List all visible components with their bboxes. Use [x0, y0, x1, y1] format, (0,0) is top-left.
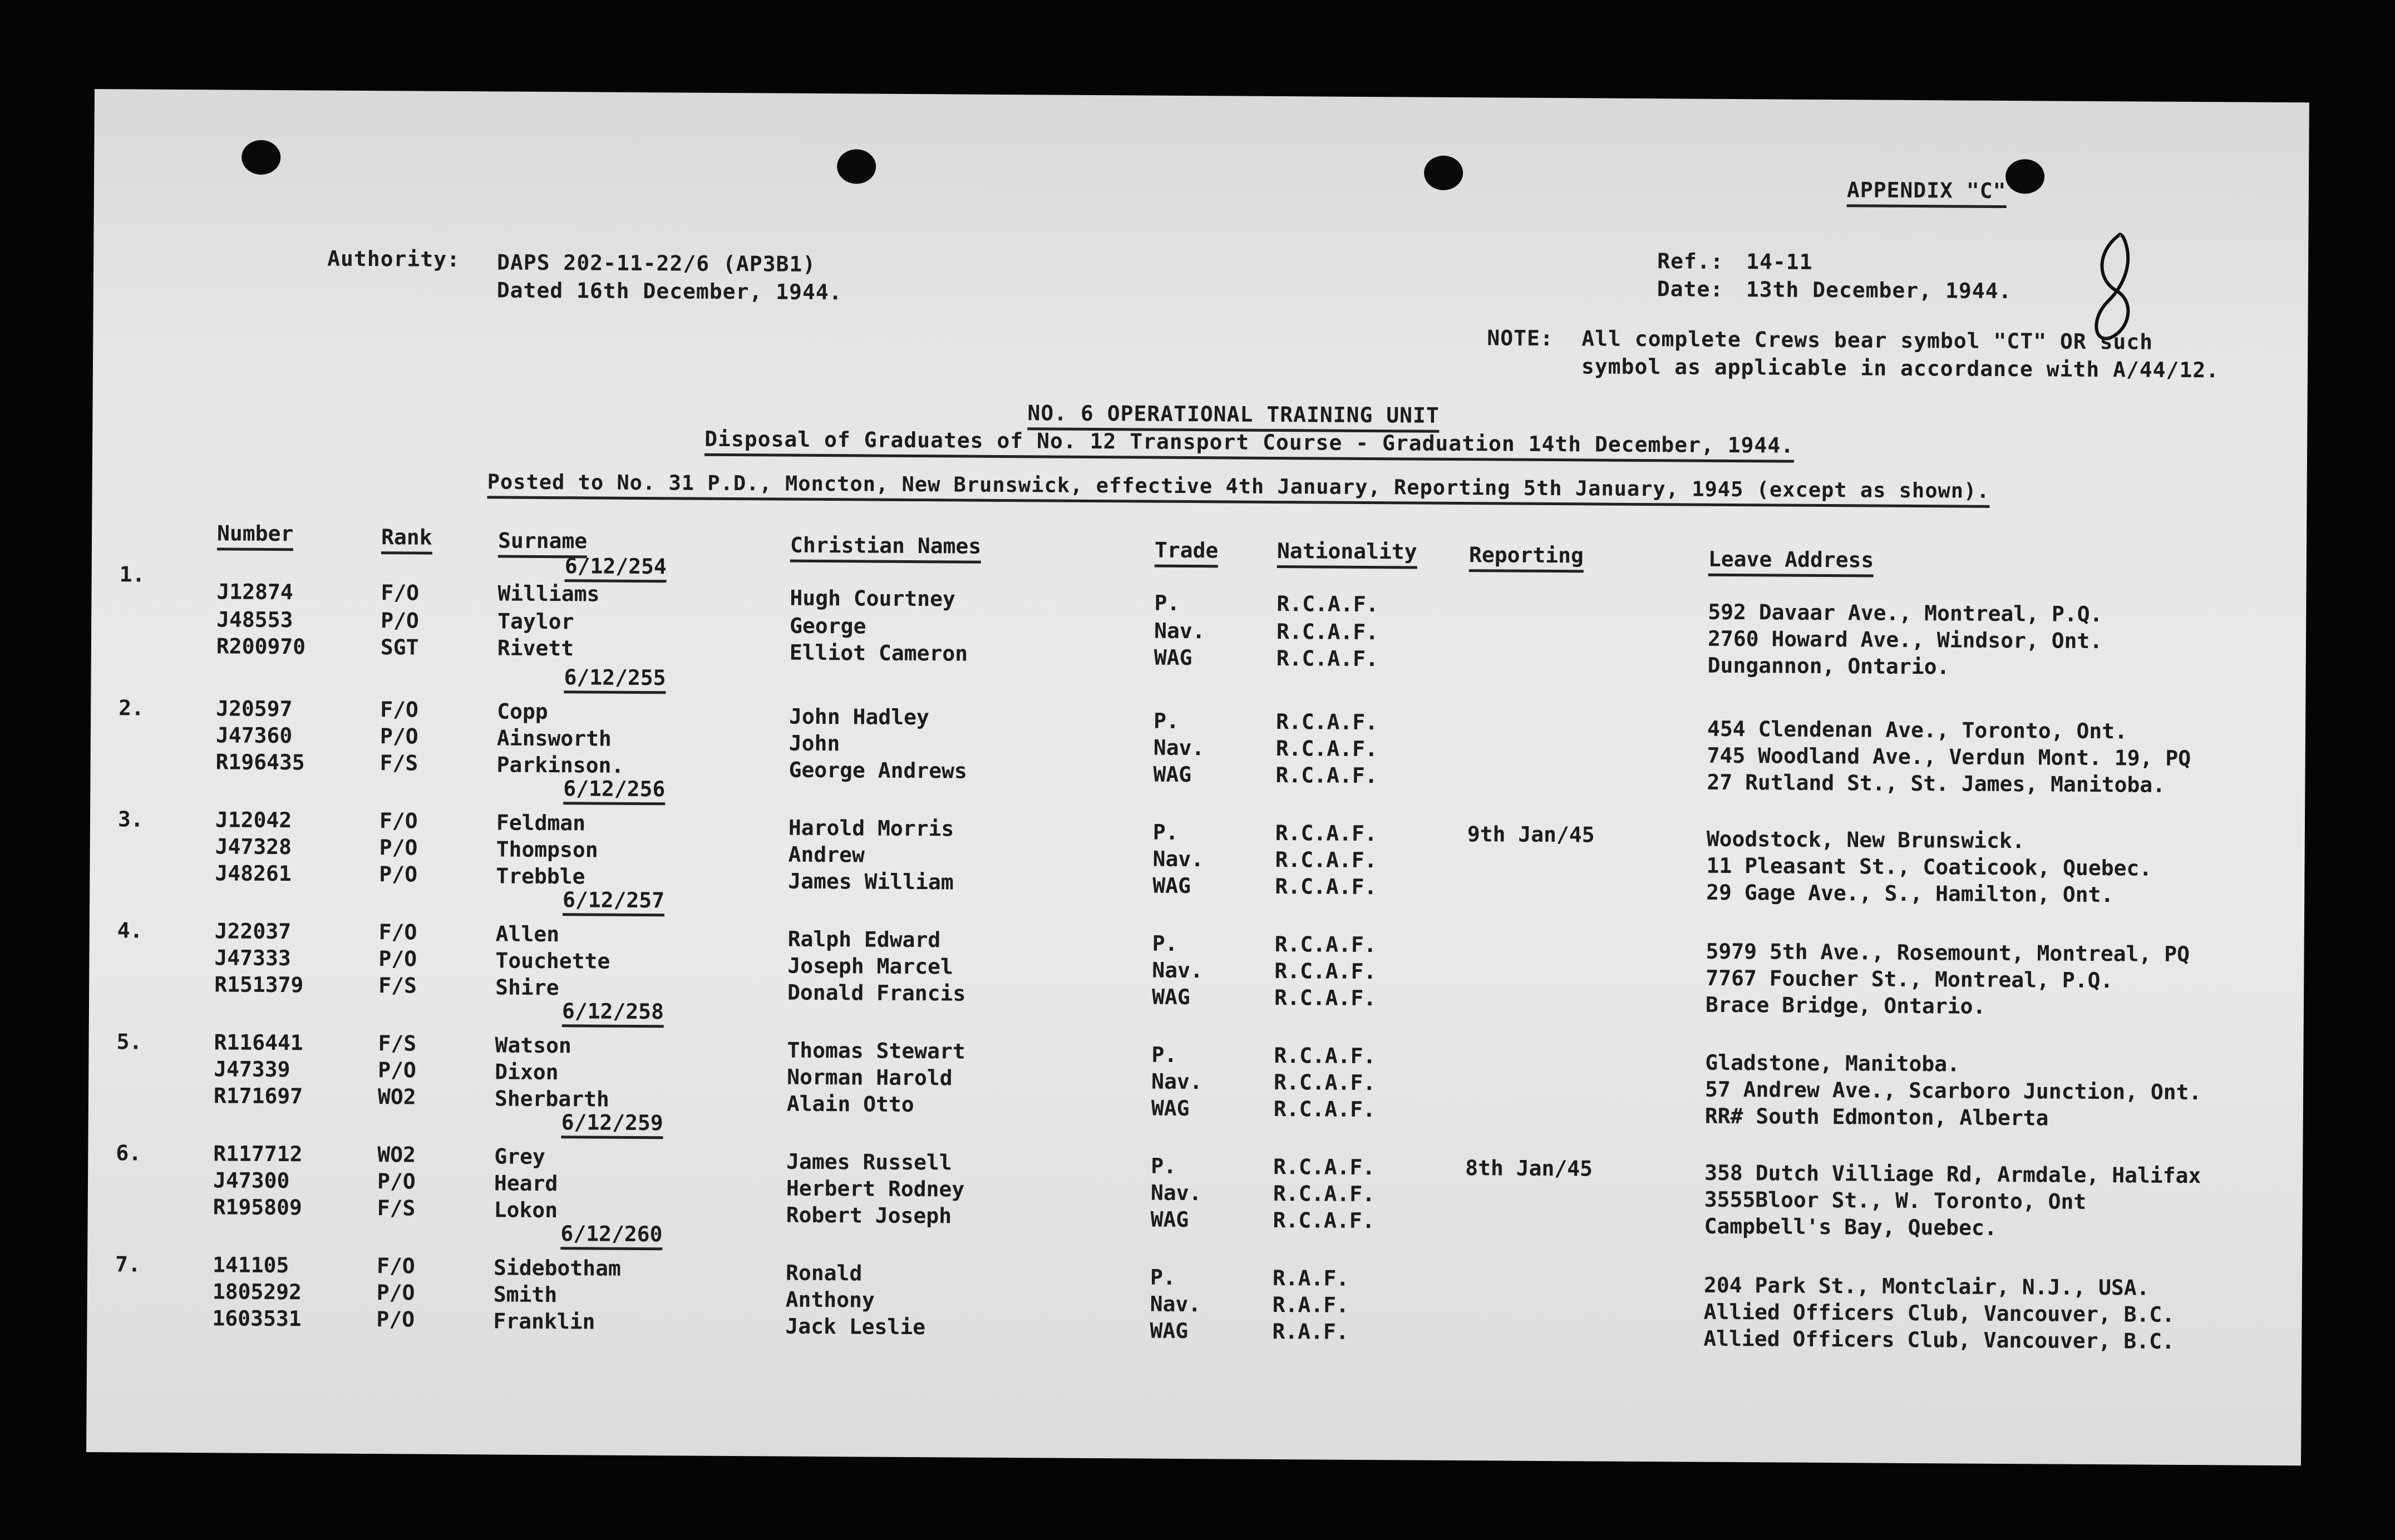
nationality: R.C.A.F. — [1275, 736, 1378, 762]
service-number: R200970 — [216, 634, 306, 659]
crew-reference: 6/12/259 — [561, 1110, 663, 1139]
date-value: 13th December, 1944. — [1746, 277, 2012, 304]
ref-value: 14-11 — [1746, 249, 1813, 274]
rank: F/O — [380, 697, 418, 722]
trade: WAG — [1154, 645, 1192, 670]
service-number: J48553 — [216, 607, 293, 633]
crew-number: 1. — [119, 562, 145, 587]
christian-names: James Russell — [786, 1149, 952, 1175]
service-number: J47333 — [214, 945, 291, 971]
service-number: J20597 — [216, 696, 293, 722]
surname: Sherbarth — [494, 1086, 609, 1112]
trade: WAG — [1153, 762, 1192, 787]
service-number: J47360 — [215, 723, 293, 748]
trade: P. — [1151, 1153, 1177, 1178]
surname: Ainsworth — [496, 725, 612, 751]
christian-names: George — [789, 613, 866, 639]
christian-names: George Andrews — [789, 757, 967, 783]
christian-names: Andrew — [788, 842, 865, 867]
leave-address: 57 Andrew Ave., Scarboro Junction, Ont. — [1704, 1077, 2202, 1105]
crew-number: 4. — [117, 918, 143, 943]
unit-title: NO. 6 OPERATIONAL TRAINING UNIT — [1027, 401, 1440, 433]
crew-reference: 6/12/255 — [564, 665, 666, 694]
note-label: NOTE: — [1487, 325, 1554, 351]
leave-address: RR# South Edmonton, Alberta — [1704, 1103, 2049, 1131]
note-line-1: All complete Crews bear symbol "CT" OR such — [1581, 326, 2153, 354]
rank: F/S — [380, 751, 418, 776]
nationality: R.C.A.F. — [1273, 1154, 1376, 1180]
trade: Nav. — [1150, 1291, 1201, 1317]
nationality: R.C.A.F. — [1276, 645, 1378, 672]
rank: SGT — [380, 635, 419, 660]
christian-names: Norman Harold — [787, 1064, 953, 1090]
col-nationality: Nationality — [1277, 539, 1417, 569]
trade: WAG — [1151, 984, 1190, 1010]
christian-names: Ronald — [785, 1260, 863, 1286]
service-number: J47328 — [215, 834, 292, 860]
col-reporting: Reporting — [1469, 542, 1584, 572]
date-label: Date: — [1657, 277, 1724, 302]
posting-line: Posted to No. 31 P.D., Moncton, New Brunswick, effective 4th January, Reporting 5th January, 1945 (except as shown). — [487, 470, 1990, 507]
crew-reference: 6/12/257 — [563, 887, 664, 916]
surname: Shire — [495, 975, 559, 1000]
surname: Parkinson. — [496, 752, 624, 778]
rank: P/O — [378, 946, 417, 971]
reporting-date: 8th Jan/45 — [1465, 1156, 1593, 1181]
rank: F/S — [378, 973, 417, 998]
col-number: Number — [217, 521, 294, 551]
surname: Taylor — [497, 609, 574, 634]
surname: Feldman — [496, 810, 586, 836]
trade: Nav. — [1152, 846, 1204, 872]
trade: WAG — [1150, 1207, 1189, 1232]
rank: F/O — [379, 808, 418, 833]
appendix-label: APPENDIX "C" — [1847, 177, 2007, 208]
nationality: R.C.A.F. — [1274, 931, 1377, 957]
nationality: R.A.F. — [1272, 1292, 1349, 1317]
nationality: R.A.F. — [1272, 1265, 1349, 1291]
rank: P/O — [376, 1307, 415, 1332]
handwritten-mark — [2085, 229, 2141, 347]
crew-group — [87, 1218, 2302, 1360]
service-number: J47339 — [214, 1057, 290, 1082]
punch-hole — [242, 140, 280, 175]
leave-address: 454 Clendenan Ave., Toronto, Ont. — [1707, 716, 2128, 744]
christian-names: John Hadley — [789, 704, 929, 730]
leave-address: Campbell's Bay, Quebec. — [1704, 1213, 1997, 1240]
note-line-2: symbol as applicable in accordance with A/44/12. — [1581, 354, 2220, 383]
rank: F/S — [377, 1196, 416, 1221]
leave-address: 3555Bloor St., W. Toronto, Ont — [1704, 1187, 2087, 1214]
nationality: R.C.A.F. — [1273, 1096, 1376, 1122]
trade: Nav. — [1152, 957, 1204, 983]
christian-names: Joseph Marcel — [787, 953, 953, 979]
trade: Nav. — [1151, 1069, 1203, 1094]
rank: WO2 — [377, 1084, 416, 1109]
christian-names: Ralph Edward — [787, 926, 941, 952]
punch-hole — [2005, 159, 2044, 194]
service-number: J48261 — [215, 861, 292, 886]
surname: Heard — [494, 1171, 558, 1196]
crew-reference: 6/12/258 — [562, 999, 664, 1028]
crew-number: 6. — [116, 1141, 142, 1166]
col-leave-address: Leave Address — [1708, 547, 1874, 578]
service-number: R171697 — [213, 1083, 303, 1109]
surname: Sidebotham — [493, 1255, 621, 1281]
christian-names: Elliot Cameron — [789, 640, 968, 666]
trade: WAG — [1151, 1095, 1190, 1121]
surname: Thompson — [496, 837, 598, 862]
leave-address: Brace Bridge, Ontario. — [1705, 992, 1986, 1019]
trade: Nav. — [1154, 618, 1205, 644]
authority-value: DAPS 202-11-22/6 (AP3B1) — [496, 250, 816, 277]
leave-address: Woodstock, New Brunswick. — [1706, 826, 2025, 853]
service-number: R116441 — [214, 1030, 303, 1055]
service-number: 141105 — [212, 1252, 289, 1278]
service-number: J12874 — [216, 579, 293, 605]
surname: Williams — [497, 581, 600, 606]
document-page — [86, 89, 2309, 1465]
nationality: R.C.A.F. — [1275, 873, 1377, 900]
service-number: J22037 — [214, 919, 292, 944]
rank: F/S — [378, 1031, 417, 1056]
nationality: R.C.A.F. — [1275, 762, 1378, 788]
nationality: R.C.A.F. — [1274, 958, 1377, 984]
nationality: R.C.A.F. — [1275, 820, 1378, 846]
col-surname: Surname — [498, 528, 587, 558]
nationality: R.A.F. — [1272, 1319, 1349, 1344]
punch-hole — [837, 149, 876, 184]
rank: F/O — [376, 1253, 415, 1279]
surname: Dixon — [495, 1059, 559, 1085]
christian-names: Hugh Courtney — [790, 585, 955, 611]
leave-address: 592 Davaar Ave., Montreal, P.Q. — [1708, 599, 2103, 627]
nationality: R.C.A.F. — [1274, 1043, 1376, 1069]
leave-address: 29 Gage Ave., S., Hamilton, Ont. — [1706, 880, 2114, 907]
christian-names: James William — [788, 868, 954, 895]
service-number: 1603531 — [212, 1306, 302, 1331]
trade: Nav. — [1150, 1180, 1202, 1206]
rank: P/O — [378, 1058, 417, 1083]
authority-dated: Dated 16th December, 1944. — [496, 278, 842, 305]
trade: WAG — [1152, 873, 1191, 899]
nationality: R.C.A.F. — [1273, 1207, 1375, 1233]
nationality: R.C.A.F. — [1274, 1069, 1376, 1095]
trade: WAG — [1150, 1318, 1189, 1344]
leave-address: Allied Officers Club, Vancouver, B.C. — [1703, 1299, 2175, 1327]
authority-label: Authority: — [327, 246, 461, 272]
surname: Touchette — [495, 948, 610, 974]
christian-names: Thomas Stewart — [787, 1038, 965, 1064]
crew-reference: 6/12/256 — [563, 776, 665, 805]
trade: P. — [1150, 1265, 1176, 1290]
rank: P/O — [381, 608, 419, 633]
service-number: 1805292 — [212, 1279, 302, 1305]
surname: Grey — [494, 1144, 545, 1169]
reporting-date: 9th Jan/45 — [1467, 822, 1595, 847]
rank: F/O — [381, 580, 420, 605]
surname: Smith — [493, 1282, 558, 1307]
leave-address: 204 Park St., Montclair, N.J., USA. — [1703, 1272, 2150, 1300]
nationality: R.C.A.F. — [1275, 709, 1378, 735]
col-christian-names: Christian Names — [790, 533, 981, 564]
leave-address: 11 Pleasant St., Coaticook, Quebec. — [1706, 853, 2152, 881]
leave-address: Allied Officers Club, Vancouver, B.C. — [1703, 1326, 2175, 1354]
rank: P/O — [377, 1169, 416, 1194]
rank: P/O — [379, 835, 418, 860]
crew-reference: 6/12/260 — [560, 1221, 662, 1250]
course-title: Disposal of Graduates of No. 12 Transport Course - Graduation 14th December, 1944. — [704, 427, 1794, 463]
christian-names: Robert Joseph — [786, 1202, 952, 1228]
surname: Franklin — [493, 1309, 595, 1334]
trade: P. — [1152, 931, 1178, 956]
service-number: R151379 — [214, 972, 304, 998]
col-trade: Trade — [1155, 538, 1219, 568]
crew-number: 7. — [115, 1252, 141, 1277]
trade: P. — [1153, 708, 1179, 733]
nationality: R.C.A.F. — [1273, 1181, 1376, 1207]
leave-address: Dungannon, Ontario. — [1707, 653, 1950, 679]
nationality: R.C.A.F. — [1276, 619, 1379, 645]
leave-address: 358 Dutch Villiage Rd, Armdale, Halifax — [1704, 1160, 2201, 1188]
service-number: J47300 — [213, 1168, 290, 1193]
trade: P. — [1154, 590, 1180, 615]
crew-number: 3. — [117, 807, 144, 832]
rank: P/O — [380, 724, 418, 749]
service-number: R196435 — [215, 749, 305, 775]
christian-names: Jack Leslie — [785, 1314, 926, 1340]
trade: P. — [1151, 1042, 1177, 1067]
col-rank: Rank — [381, 525, 432, 555]
leave-address: Gladstone, Manitoba. — [1705, 1050, 1960, 1077]
surname: Rivett — [497, 635, 574, 661]
trade: Nav. — [1153, 735, 1205, 761]
trade: P. — [1152, 820, 1179, 845]
service-number: R117712 — [213, 1141, 303, 1167]
christian-names: Donald Francis — [787, 980, 966, 1006]
leave-address: 745 Woodland Ave., Verdun Mont. 19, PQ — [1707, 743, 2191, 771]
nationality: R.C.A.F. — [1277, 591, 1379, 617]
crew-number: 2. — [119, 695, 145, 720]
service-number: J12042 — [215, 807, 292, 833]
leave-address: 5979 5th Ave., Rosemount, Montreal, PQ — [1706, 939, 2190, 967]
rank: P/O — [379, 862, 418, 887]
surname: Trebble — [496, 863, 585, 889]
rank: WO2 — [377, 1142, 416, 1167]
surname: Watson — [495, 1033, 571, 1058]
rank: F/O — [378, 920, 417, 945]
leave-address: 7767 Foucher St., Montreal, P.Q. — [1706, 965, 2113, 993]
crew-number: 5. — [116, 1029, 142, 1054]
punch-hole — [1424, 156, 1463, 190]
surname: Lokon — [494, 1197, 558, 1223]
leave-address: 27 Rutland St., St. James, Manitoba. — [1707, 769, 2166, 797]
leave-address: 2760 Howard Ave., Windsor, Ont. — [1707, 626, 2103, 654]
christian-names: John — [789, 730, 840, 756]
nationality: R.C.A.F. — [1275, 847, 1377, 873]
christian-names: Harold Morris — [788, 815, 954, 841]
surname: Allen — [495, 921, 560, 947]
nationality: R.C.A.F. — [1274, 985, 1377, 1011]
service-number: R195809 — [213, 1195, 303, 1220]
christian-names: Anthony — [785, 1287, 875, 1312]
crew-reference: 6/12/254 — [565, 554, 667, 583]
rank: P/O — [376, 1280, 415, 1305]
surname: Copp — [497, 699, 548, 724]
ref-label: Ref.: — [1657, 249, 1724, 274]
christian-names: Alain Otto — [786, 1091, 914, 1117]
christian-names: Herbert Rodney — [786, 1176, 965, 1202]
